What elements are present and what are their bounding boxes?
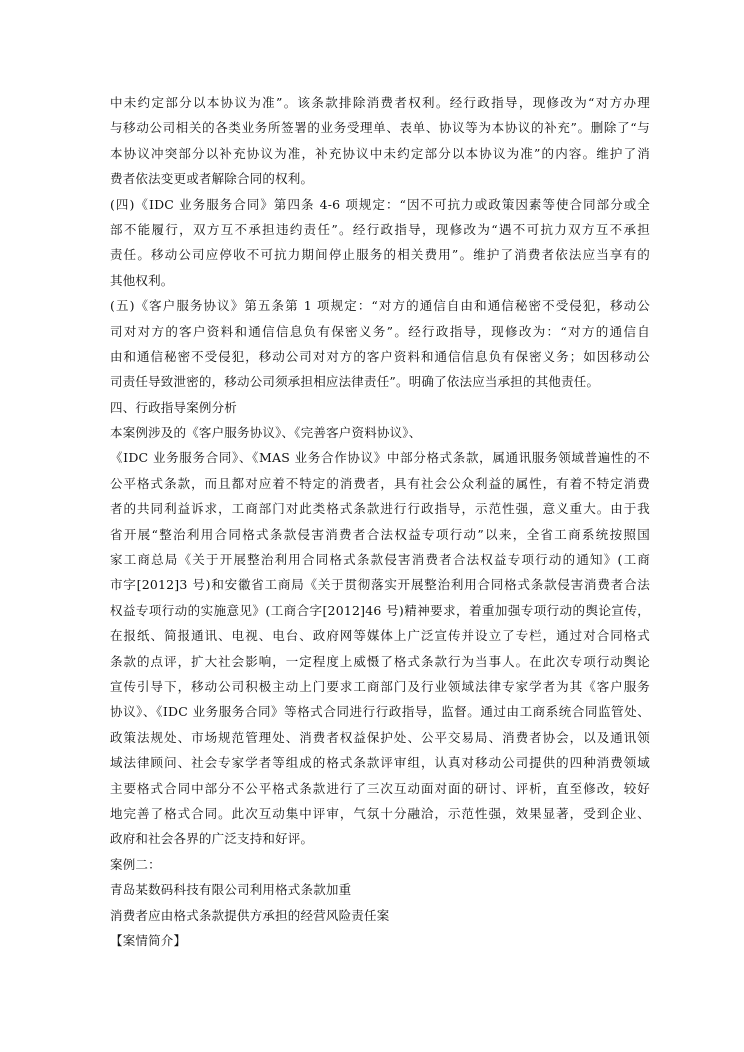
text-line: 在报纸、简报通讯、电视、电台、政府网等媒体上广泛宣传并设立了专栏，通过对合同格式 xyxy=(110,628,650,644)
text-line: 市字[2012]3 号)和安徽省工商局《关于贯彻落实开展整治利用合同格式条款侵害消费者合法 xyxy=(110,577,650,593)
text-line: 与移动公司相关的各类业务所签署的业务受理单、表单、协议等为本协议的补充”。删除了“与 xyxy=(110,120,650,136)
text-line: 本案例涉及的《客户服务协议》、《完善客户资料协议》、 xyxy=(110,425,422,441)
case-summary-heading: 【案情简介】 xyxy=(110,932,187,948)
text-line: 地完善了格式合同。此次互动集中评审，气氛十分融洽，示范性强，效果显著，受到企业、 xyxy=(110,805,650,821)
text-line: 省开展“整治利用合同格式条款侵害消费者合法权益专项行动”以来，全省工商系统按照国 xyxy=(110,526,650,542)
text-line: 司对对方的客户资料和通信信息负有保密义务”。经行政指导，现修改为：“对方的通信自 xyxy=(110,323,650,339)
text-line: 部不能履行，双方互不承担违约责任”。经行政指导，现修改为“遇不可抗力双方互不承担 xyxy=(110,221,650,237)
text-line: 《IDC 业务服务合同》、《MAS 业务合作协议》中部分格式条款，属通讯服务领域普遍性的不 xyxy=(110,450,650,466)
text-line: 主要格式合同中部分不公平格式条款进行了三次互动面对面的研讨、评析，直至修改，较好 xyxy=(110,780,650,796)
text-line: 费者依法变更或者解除合同的权利。 xyxy=(110,171,314,187)
text-line: 公平格式条款，而且都对应着不特定的消费者，具有社会公众利益的属性，有着不特定消费 xyxy=(110,475,650,491)
text-line: 者的共同利益诉求，工商部门对此类格式条款进行行政指导，示范性强，意义重大。由于我 xyxy=(110,501,650,517)
text-line: 本协议冲突部分以补充协议为准，补充协议中未约定部分以本协议为准”的内容。维护了消 xyxy=(110,145,650,161)
text-line: 宣传引导下，移动公司积极主动上门要求工商部门及行业领域法律专家学者为其《客户服务 xyxy=(110,678,650,694)
text-line: 中未约定部分以本协议为准”。该条款排除消费者权利。经行政指导，现修改为“对方办理 xyxy=(110,95,650,110)
case-title-line: 消费者应由格式条款提供方承担的经营风险责任案 xyxy=(110,907,390,923)
document-body xyxy=(110,90,650,953)
text-line: 域法律顾问、社会专家学者等组成的格式条款评审组，认真对移动公司提供的四种消费领域 xyxy=(110,755,650,771)
text-line: 条款的点评，扩大社会影响，一定程度上威慑了格式条款行为当事人。在此次专项行动舆论 xyxy=(110,653,650,669)
text-line: (四)《IDC 业务服务合同》第四条 4-6 项规定：“因不可抗力或政策因素等使合同部分或全 xyxy=(110,196,650,212)
text-line: 家工商总局《关于开展整治利用合同格式条款侵害消费者合法权益专项行动的通知》(工商 xyxy=(110,552,650,568)
text-line: 由和通信秘密不受侵犯，移动公司对对方的客户资料和通信信息负有保密义务；如因移动公 xyxy=(110,348,650,364)
text-line: 司责任导致泄密的，移动公司须承担相应法律责任”。明确了依法应当承担的其他责任。 xyxy=(110,374,600,390)
case-heading: 案例二： xyxy=(110,856,161,872)
section-heading: 四、行政指导案例分析 xyxy=(110,399,238,415)
text-line: 其他权利。 xyxy=(110,272,174,288)
text-line: (五)《客户服务协议》第五条第 1 项规定：“对方的通信自由和通信秘密不受侵犯，移动公 xyxy=(110,298,650,314)
text-line: 政策法规处、市场规范管理处、消费者权益保护处、公平交易局、消费者协会，以及通讯领 xyxy=(110,729,650,745)
text-line: 政府和社会各界的广泛支持和好评。 xyxy=(110,831,314,847)
text-line: 协议》、《IDC 业务服务合同》等格式合同进行行政指导，监督。通过由工商系统合同监管处、 xyxy=(110,704,650,720)
case-title-line: 青岛某数码科技有限公司利用格式条款加重 xyxy=(110,882,352,898)
text-line: 权益专项行动的实施意见》(工商合字[2012]46 号)精神要求，着重加强专项行动的舆论宣传， xyxy=(110,602,650,618)
text-line: 责任。移动公司应停收不可抗力期间停止服务的相关费用”。维护了消费者依法应当享有的 xyxy=(110,247,650,263)
